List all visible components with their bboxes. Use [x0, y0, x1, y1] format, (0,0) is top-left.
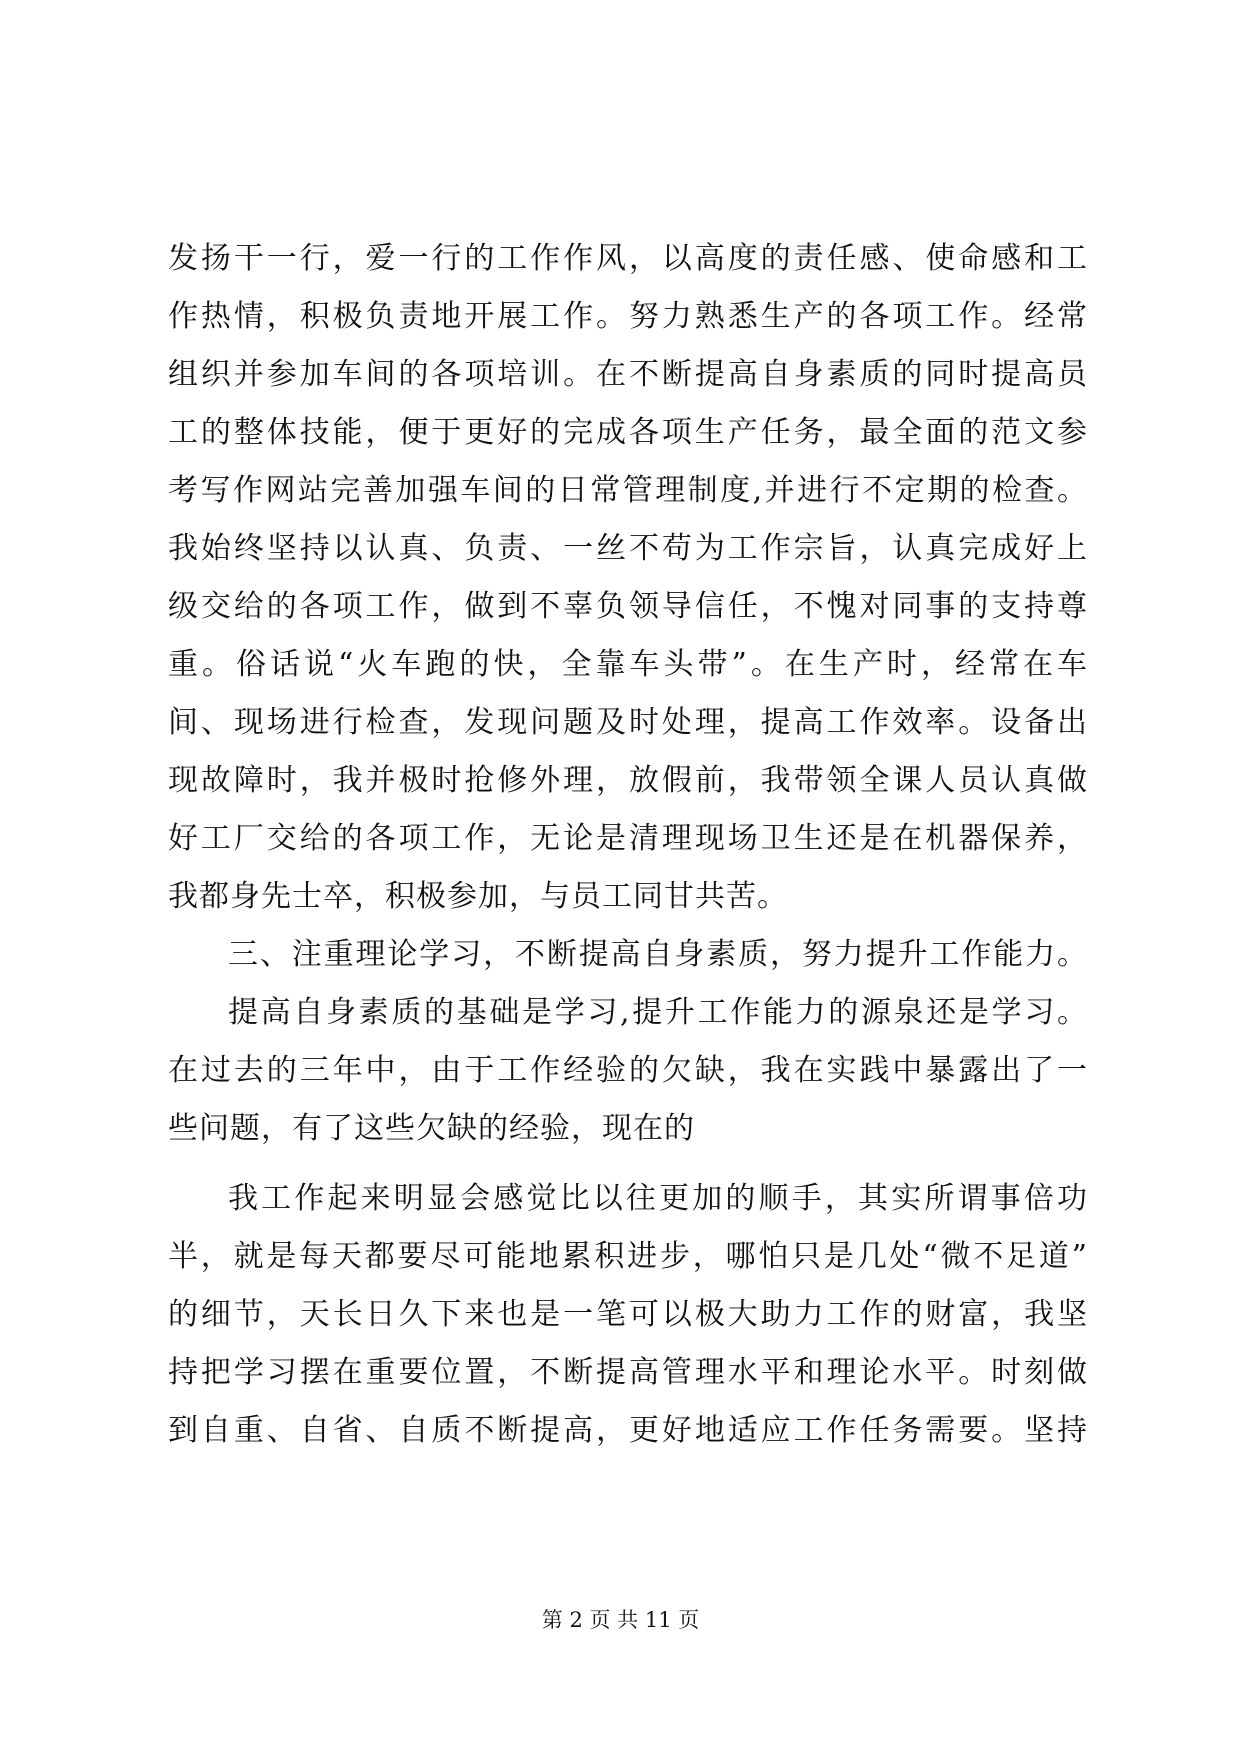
- text-line: 我工作起来明显会感觉比以往更加的顺手，其实所谓事倍功: [228, 1181, 1088, 1216]
- text-line: 我始终坚持以认真、负责、一丝不苟为工作宗旨，认真完成好上: [168, 531, 1088, 566]
- text-line: 在过去的三年中，由于工作经验的欠缺，我在实践中暴露出了一: [168, 1053, 1088, 1088]
- body-text: [168, 230, 1088, 1460]
- text-line: 发扬干一行，爱一行的工作作风，以高度的责任感、使命感和工: [168, 241, 1088, 276]
- text-line: 些问题，有了这些欠缺的经验，现在的: [168, 1111, 695, 1146]
- text-line: 工的整体技能，便于更好的完成各项生产任务，最全面的范文参: [168, 415, 1088, 450]
- text-line: 现故障时，我并极时抢修外理，放假前，我带领全课人员认真做: [168, 763, 1088, 798]
- text-line: 作热情，积极负责地开展工作。努力熟悉生产的各项工作。经常: [168, 299, 1088, 334]
- text-line: 到自重、自省、自质不断提高，更好地适应工作任务需要。坚持: [168, 1413, 1088, 1448]
- text-line: 半，就是每天都要尽可能地累积进步，哪怕只是几处“微不足道”: [168, 1239, 1088, 1274]
- page-number-footer: 第 2 页 共 11 页: [541, 1608, 700, 1632]
- text-line: 我都身先士卒，积极参加，与员工同甘共苦。: [168, 879, 788, 914]
- text-line: 级交给的各项工作，做到不辜负领导信任，不愧对同事的支持尊: [168, 589, 1088, 624]
- text-line: 考写作网站完善加强车间的日常管理制度,并进行不定期的检查。: [168, 473, 1088, 508]
- text-line: 持把学习摆在重要位置，不断提高管理水平和理论水平。时刻做: [168, 1355, 1088, 1390]
- text-line: 组织并参加车间的各项培训。在不断提高自身素质的同时提高员: [168, 357, 1088, 392]
- text-line: 重。俗话说“火车跑的快，全靠车头带”。在生产时，经常在车: [168, 647, 1088, 682]
- text-line: 的细节，天长日久下来也是一笔可以极大助力工作的财富，我坚: [168, 1297, 1088, 1332]
- text-line: 间、现场进行检查，发现问题及时处理，提高工作效率。设备出: [168, 705, 1088, 740]
- text-line: 提高自身素质的基础是学习,提升工作能力的源泉还是学习。: [228, 995, 1088, 1030]
- section-heading: 三、注重理论学习，不断提高自身素质，努力提升工作能力。: [228, 937, 1088, 972]
- text-line: 好工厂交给的各项工作，无论是清理现场卫生还是在机器保养，: [168, 821, 1088, 856]
